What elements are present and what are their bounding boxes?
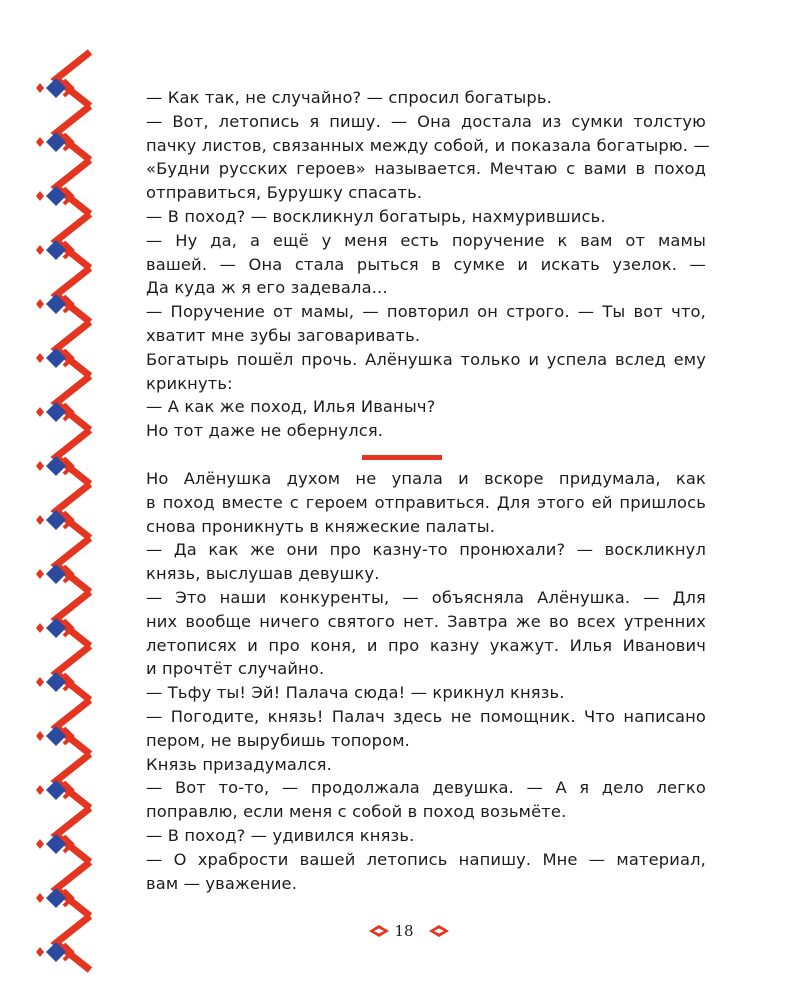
text-line: — А как же поход, Илья Иваныч? [146, 397, 436, 417]
text-line: пачку листов, связанных между собой, и показала богатырю. — [146, 135, 710, 155]
text-line: снова проникнуть в княжеские палаты. [146, 516, 496, 536]
text-line: — В поход? — удивился князь. [146, 825, 415, 845]
ornament-motif [36, 754, 90, 808]
ornament-motif [36, 376, 90, 430]
text-line: вам — уважение. [146, 873, 298, 893]
ornament-motif [36, 592, 90, 646]
diamond-ornament-icon [428, 924, 450, 938]
text-line: пером, не вырубишь топором. [146, 730, 410, 750]
text-line: — Погодите, князь! Палач здесь не помощник. Что написано [146, 706, 706, 726]
text-line: и прочтёт случайно. [146, 659, 325, 679]
text-line: — Вот, летопись я пишу. — Она достала из сумки толстую [146, 111, 706, 131]
ornament-motif [36, 538, 90, 592]
ornament-motif [36, 52, 90, 106]
ornament-motif [36, 106, 90, 160]
text-block-2 [146, 467, 706, 895]
side-border-ornament [0, 0, 100, 1000]
text-block-1 [146, 86, 710, 443]
text-line: — Да как же они про казну-то пронюхали? — воскликнул [146, 540, 706, 560]
ornament-motif [36, 862, 90, 916]
section-divider [362, 455, 442, 460]
text-line: — Поручение от мамы, — повторил он строго. — Ты вот что, [146, 302, 706, 322]
text-line: отправиться, Бурушку спасать. [146, 183, 423, 203]
text-line: хватит мне зубы заговаривать. [146, 325, 421, 345]
ornament-motif [36, 430, 90, 484]
text-line: «Будни русских героев» называется. Мечтаю с вами в поход [146, 159, 706, 179]
text-line: — Вот то-то, — продолжала девушка. — А я дело легко [146, 778, 706, 798]
text-line: — Как так, не случайно? — спросил богатырь. [146, 88, 552, 107]
page-number: 18 [394, 922, 414, 940]
text-line: в поход вместе с героем отправиться. Для этого ей пришлось [146, 492, 706, 512]
text-line: Но Алёнушка духом не упала и вскоре придумала, как [146, 469, 706, 488]
text-line: Богатырь пошёл прочь. Алёнушка только и успела вслед ему [146, 349, 706, 369]
text-line: — Ну да, а ещё у меня есть поручение к вам от мамы [146, 230, 706, 250]
text-line: них вообще ничего святого нет. Завтра же во всех утренних [146, 611, 706, 631]
ornament-motif [36, 160, 90, 214]
ornament-motif [36, 700, 90, 754]
ornament-motif [36, 808, 90, 862]
text-line: — Это наши конкуренты, — объясняла Алёнушка. — Для [146, 587, 706, 607]
text-line: — В поход? — воскликнул богатырь, нахмурившись. [146, 206, 606, 226]
ornament-motif [36, 484, 90, 538]
text-line: Да куда ж я его задевала... [146, 278, 388, 298]
page-footer [0, 918, 808, 948]
ornament-motif [36, 268, 90, 322]
text-line: — Тьфу ты! Эй! Палача сюда! — крикнул князь. [146, 683, 565, 703]
text-line: Князь призадумался. [146, 754, 332, 774]
text-line: князь, выслушав девушку. [146, 564, 380, 584]
text-line: поправлю, если меня с собой в поход возьмёте. [146, 802, 567, 822]
ornament-motif [36, 322, 90, 376]
ornament-motif [36, 646, 90, 700]
ornament-motif [36, 214, 90, 268]
text-line: летописях и про коня, и про казну укажут. Илья Иванович [146, 635, 706, 655]
text-line: Но тот даже не обернулся. [146, 421, 384, 441]
text-line: вашей. — Она стала рыться в сумке и искать узелок. — [146, 254, 706, 274]
text-line: — О храбрости вашей летопись напишу. Мне — материал, [146, 849, 706, 869]
text-line: крикнуть: [146, 373, 233, 393]
